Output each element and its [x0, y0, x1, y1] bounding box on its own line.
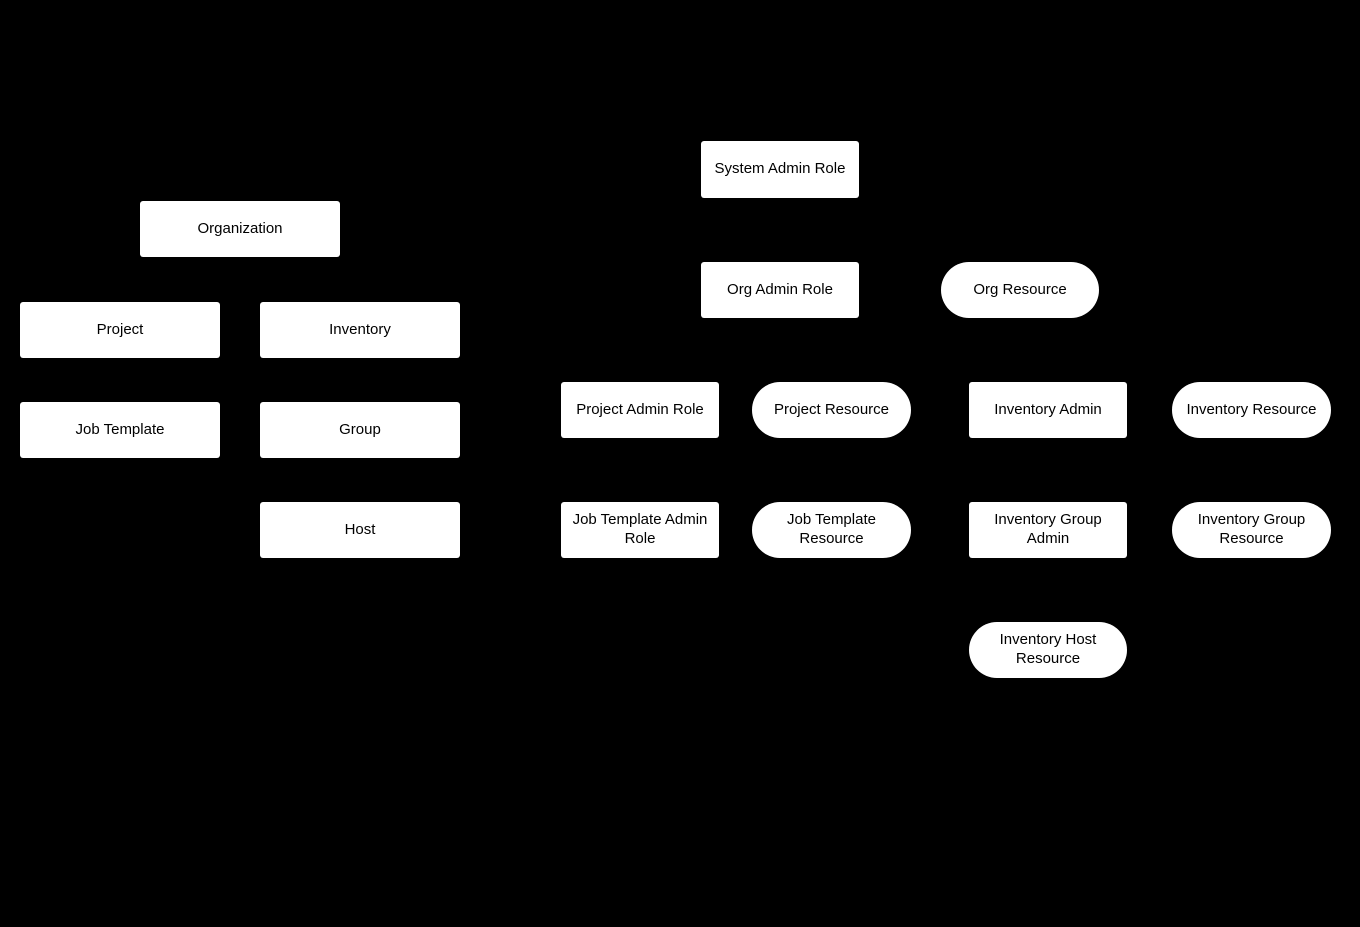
node-job-template-admin-role [561, 502, 719, 558]
node-label: Project Admin Role [576, 400, 704, 418]
node-label: Job Template [75, 420, 165, 438]
node-inventory-host-resource [969, 622, 1127, 678]
node-inventory-resource [1172, 382, 1331, 438]
node-job-template [20, 402, 220, 458]
node-project-resource [752, 382, 911, 438]
node-host [260, 502, 460, 558]
node-job-template-resource [752, 502, 911, 558]
node-label: Project [96, 320, 144, 338]
node-inventory-group-resource [1172, 502, 1331, 558]
node-org-resource [941, 262, 1099, 318]
node-org-admin-role [701, 262, 859, 318]
node-label: Inventory Group Resource [1197, 511, 1306, 547]
node-label: Inventory Group Admin [994, 511, 1102, 547]
node-label: Inventory Admin [994, 400, 1102, 418]
node-inventory-group-admin [969, 502, 1127, 558]
node-project [20, 302, 220, 358]
node-label: Project Resource [773, 400, 890, 418]
node-group [260, 402, 460, 458]
node-inventory [260, 302, 460, 358]
node-label: Job Template Admin Role [572, 511, 708, 547]
node-label: Job Template Resource [787, 511, 876, 547]
node-inventory-admin [969, 382, 1127, 438]
node-label: Host [344, 520, 376, 538]
node-project-admin-role [561, 382, 719, 438]
node-label: Inventory Host Resource [999, 631, 1097, 667]
node-label: Inventory Resource [1186, 400, 1317, 418]
node-label: Org Admin Role [727, 280, 833, 298]
node-label: Group [339, 420, 381, 438]
node-label: System Admin Role [714, 160, 846, 178]
node-label: Organization [197, 219, 283, 237]
node-label: Org Resource [973, 280, 1067, 298]
node-system-admin-role [701, 141, 859, 198]
node-organization [140, 201, 340, 257]
node-label: Inventory [329, 320, 391, 338]
